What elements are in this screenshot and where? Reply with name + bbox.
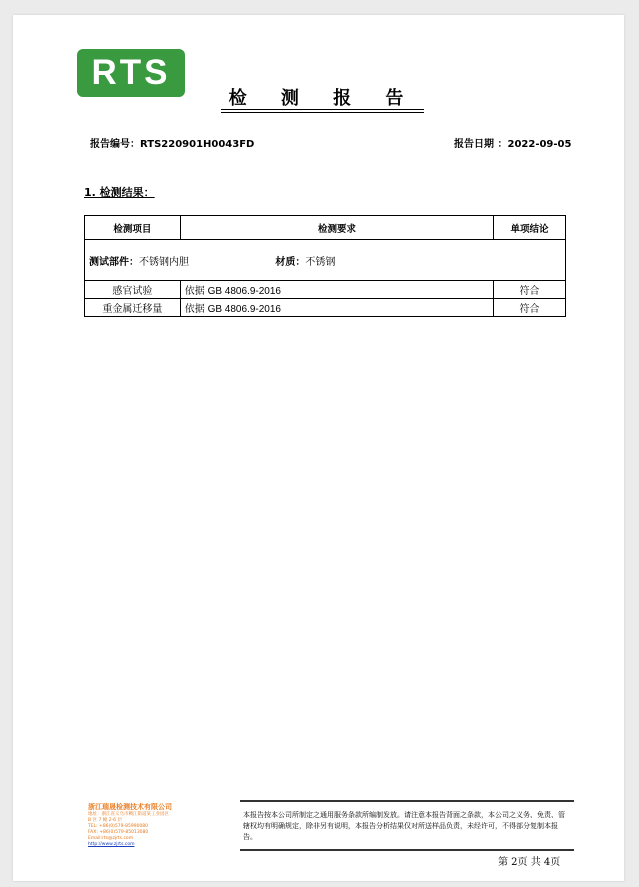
- row-requirement: 依据 GB 4806.9-2016: [180, 281, 493, 299]
- disclaimer-box: [240, 800, 574, 851]
- table-row: [85, 281, 566, 299]
- company-tel: TEL: +86(0)579-85990080: [88, 824, 149, 829]
- company-website-link[interactable]: http://www.zjrts.com: [88, 842, 135, 847]
- header-requirement: 检测要求: [180, 216, 493, 240]
- company-fax: FAX: +86(0)579-85013080: [88, 830, 149, 835]
- row-item: 重金属迁移量: [85, 299, 181, 317]
- row-requirement: 依据 GB 4806.9-2016: [180, 299, 493, 317]
- material-value: 不锈钢: [305, 256, 336, 268]
- rts-logo: [77, 49, 185, 97]
- company-address: 地址：浙江省义乌市稠江街道某工业园区: [88, 812, 169, 817]
- row-result: 符合: [494, 281, 566, 299]
- test-part-cell: [85, 240, 566, 281]
- header-result: 单项结论: [494, 216, 566, 240]
- company-name: 浙江瑞晟检测技术有限公司: [88, 803, 172, 811]
- company-email: Email:rts@zjrts.com: [88, 836, 134, 841]
- table-row: [85, 299, 566, 317]
- disclaimer-text: 本报告按本公司所制定之通用服务条款所编制发放。请注意本报告背面之条款，本公司之义务、免责、管辖权均有明确规定，除非另有说明，本报告分析结果仅对所送样品负责，未经许可，不得部分复制本报告。: [243, 811, 565, 841]
- company-info: [88, 803, 228, 848]
- page-number: 第 2页 共 4页: [498, 857, 561, 868]
- section-heading: 1. 检测结果：: [84, 186, 155, 199]
- title-underline: [221, 109, 424, 113]
- header-item: 检测项目: [85, 216, 181, 240]
- results-table: [84, 215, 566, 317]
- report-number: 报告编号：RTS220901H0043FD: [90, 139, 255, 150]
- row-item: 感官试验: [85, 281, 181, 299]
- part-value: 不锈钢内胆: [139, 256, 189, 268]
- report-date: 报告日期 ：2022-09-05: [454, 139, 572, 150]
- report-title: 检 测 报 告: [228, 88, 418, 109]
- test-part-row: [85, 240, 566, 281]
- row-result: 符合: [494, 299, 566, 317]
- table-header-row: [85, 216, 566, 240]
- company-address-2: B 区 7 幢 2-6 层: [88, 818, 122, 823]
- material-label: 材质：: [275, 256, 306, 268]
- logo-text: RTS: [91, 53, 171, 92]
- part-label: 测试部件：: [89, 256, 139, 268]
